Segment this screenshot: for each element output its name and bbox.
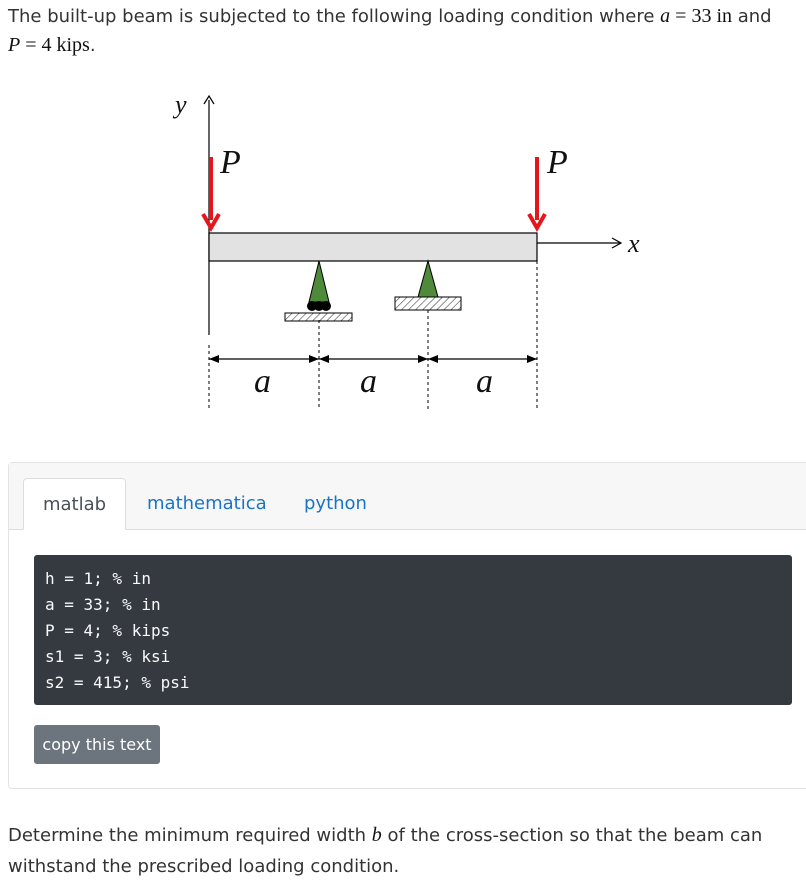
dimension-arrow-icon — [428, 355, 438, 363]
code-panel — [8, 462, 806, 789]
tab-mathematica[interactable]: mathematica — [147, 493, 267, 514]
intro-text: The built-up beam is subjected to the following loading condition where — [8, 6, 661, 27]
b-symbol: b — [371, 824, 382, 846]
dimension-arrow-icon — [527, 355, 537, 363]
problem-statement — [8, 2, 798, 60]
span-label: a — [476, 363, 493, 400]
code-line: s1 = 3; % ksi — [45, 647, 171, 666]
p-value: 4 kips — [41, 34, 90, 56]
a-value: 33 in — [691, 5, 733, 27]
p-symbol: P — [8, 34, 21, 56]
pin-ground — [395, 297, 461, 310]
equals-sign: = — [670, 5, 692, 27]
roller-ground — [285, 313, 352, 321]
code-line: h = 1; % in — [45, 569, 151, 588]
dimension-arrow-icon — [319, 355, 329, 363]
equals-sign: = — [20, 34, 42, 56]
roller-support-icon — [309, 261, 329, 302]
dimension-arrow-icon — [209, 355, 219, 363]
right-load-label: P — [547, 144, 568, 181]
question-text — [8, 820, 798, 882]
dimension-arrow-icon — [309, 355, 319, 363]
code-block — [34, 555, 792, 705]
question-text-after: of the cross-section so that the beam can withstand the prescribed loading condition. — [8, 825, 763, 877]
pin-support-icon — [418, 261, 438, 297]
beam-diagram — [150, 80, 670, 420]
span-label: a — [360, 363, 377, 400]
a-symbol: a — [660, 5, 671, 27]
y-axis-label: y — [175, 90, 187, 119]
dimension-arrow-icon — [418, 355, 428, 363]
tab-python[interactable]: python — [304, 493, 367, 514]
copy-text-button[interactable]: copy this text — [34, 725, 160, 764]
tab-matlab[interactable]: matlab — [23, 478, 126, 530]
code-line: P = 4; % kips — [45, 621, 171, 640]
language-tabs — [9, 463, 806, 530]
roller-wheel-icon — [321, 301, 331, 311]
code-line: s2 = 415; % psi — [45, 673, 190, 692]
x-axis-label: x — [628, 229, 640, 258]
span-label: a — [254, 363, 271, 400]
and-text: and — [732, 6, 772, 27]
beam — [209, 233, 537, 261]
question-text-before: Determine the minimum required width — [8, 825, 372, 846]
left-load-label: P — [220, 144, 241, 181]
period: . — [89, 35, 96, 56]
code-line: a = 33; % in — [45, 595, 161, 614]
